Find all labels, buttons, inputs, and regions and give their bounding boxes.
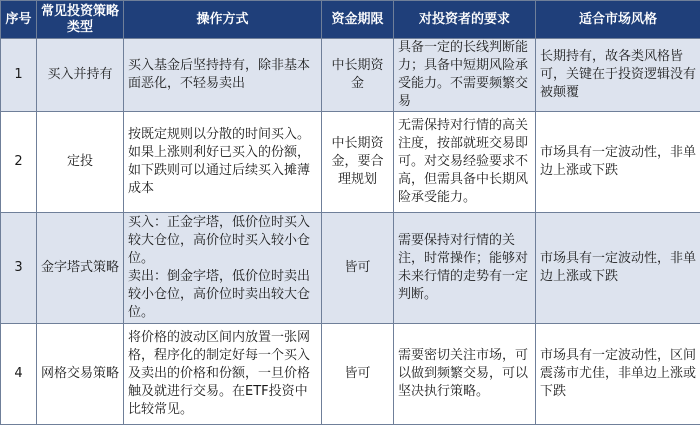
- cell-operation: 将价格的波动区间内放置一张网格，程序化的制定好每一个买入及卖出的价格和份额，一旦价格触及就进行交易。在ETF投资中比较常见。: [124, 324, 322, 425]
- cell-operation: 买入基金后坚持持有，除非基本面恶化，不轻易卖出: [124, 39, 322, 112]
- header-operation: 操作方式: [124, 1, 322, 39]
- cell-style: 市场具有一定波动性，非单边上涨或下跌: [536, 112, 700, 213]
- header-type: 常见投资策略类型: [37, 1, 124, 39]
- cell-requirement: 无需保持对行情的高关注度，按部就班交易即可。对交易经验要求不高，但需具备中长期风险承受能力。: [394, 112, 536, 213]
- cell-style: 市场具有一定波动性，区间震荡市尤佳，非单边上涨或下跌: [536, 324, 700, 425]
- cell-style: 市场具有一定波动性，非单边上涨或下跌: [536, 213, 700, 324]
- cell-operation: 按既定规则以分散的时间买入。如果上涨则利好已买入的份额，如下跌则可以通过后续买入摊薄成本: [124, 112, 322, 213]
- cell-requirement: 需要保持对行情的关注，时常操作；能够对未来行情的走势有一定判断。: [394, 213, 536, 324]
- cell-num: 2: [1, 112, 37, 213]
- cell-style: 长期持有，故各类风格皆可，关键在于投资逻辑没有被颠覆: [536, 39, 700, 112]
- cell-term: 中长期资金: [322, 39, 394, 112]
- header-term: 资金期限: [322, 1, 394, 39]
- cell-num: 1: [1, 39, 37, 112]
- table-row: [1, 324, 700, 425]
- table-row: [1, 39, 700, 112]
- cell-num: 3: [1, 213, 37, 324]
- operation-sell-text: 卖出：倒金字塔，低价位时卖出较小仓位，高价位时卖出较大仓位。: [128, 269, 311, 320]
- cell-term: 中长期资金，要合理规划: [322, 112, 394, 213]
- header-style: 适合市场风格: [536, 1, 700, 39]
- header-requirement: 对投资者的要求: [394, 1, 536, 39]
- header-row: [1, 1, 700, 39]
- cell-type: 定投: [37, 112, 124, 213]
- operation-buy-text: 买入：正金字塔，低价位时买入较大仓位，高价位时买入较小仓位。: [128, 215, 311, 266]
- cell-term: 皆可: [322, 213, 394, 324]
- cell-term: 皆可: [322, 324, 394, 425]
- cell-num: 4: [1, 324, 37, 425]
- header-num: 序号: [1, 1, 37, 39]
- cell-requirement: 具备一定的长线判断能力；具备中短期风险承受能力。不需要频繁交易: [394, 39, 536, 112]
- cell-requirement: 需要密切关注市场，可以做到频繁交易，可以坚决执行策略。: [394, 324, 536, 425]
- table-row: [1, 112, 700, 213]
- cell-type: 买入并持有: [37, 39, 124, 112]
- cell-operation: [124, 213, 322, 324]
- cell-type: 网格交易策略: [37, 324, 124, 425]
- table-row: [1, 213, 700, 324]
- cell-type: 金字塔式策略: [37, 213, 124, 324]
